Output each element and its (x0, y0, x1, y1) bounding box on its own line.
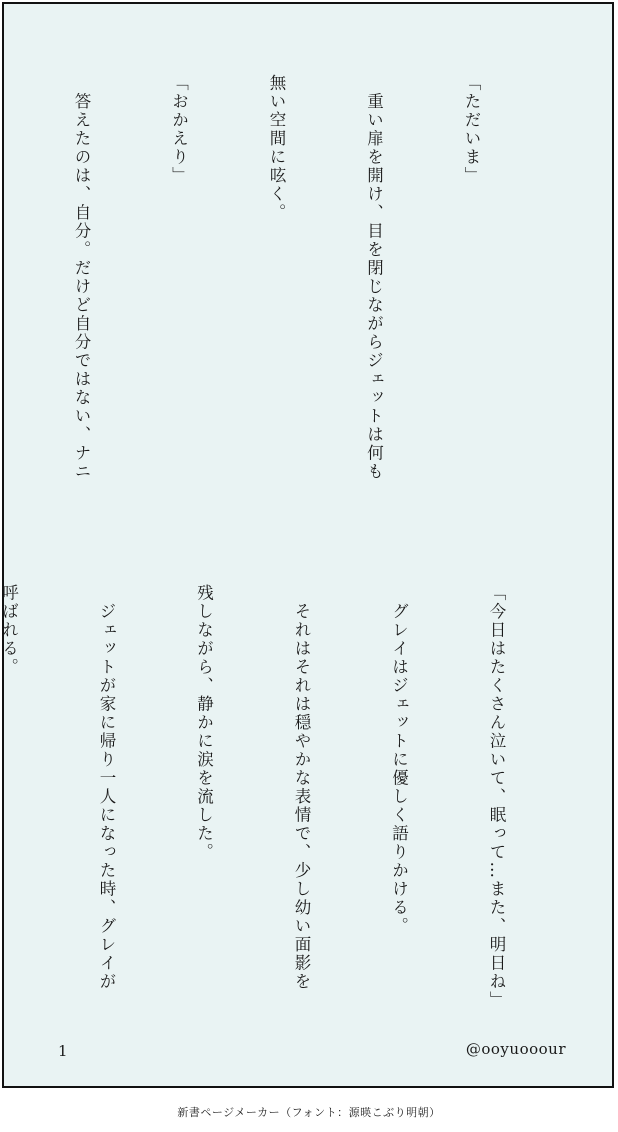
text-column: 「おかえり」 (169, 74, 189, 185)
text-column: 「ただいま」 (462, 74, 481, 185)
text-column: 呼ばれる。 (0, 584, 19, 677)
page-number: 1 (58, 1042, 68, 1060)
book-page (2, 2, 614, 1088)
text-column: ジェットが家に帰り一人になった時、グレイが (97, 584, 116, 991)
upper-text-block (52, 74, 552, 554)
text-column: グレイはジェットに優しく語りかける。 (389, 584, 409, 936)
text-column: 残しながら、静かに涙を流した。 (194, 584, 214, 862)
author-handle: @ooyuooour (465, 1040, 566, 1058)
text-column: 無い空間に呟く。 (267, 74, 286, 222)
text-column: それはそれは穏やかな表情で、少し幼い面影を (292, 584, 311, 991)
text-column: 答えたのは、自分。だけど自分ではない、ナニ (72, 74, 91, 481)
generator-credit: 新書ページメーカー（フォント：源暎こぶり明朝） (177, 1106, 441, 1119)
lower-text-block (0, 584, 577, 1014)
text-column: 「今日はたくさん泣いて、眠って…また、明日ね」 (487, 584, 506, 1010)
text-column: 重い扉を開け、目を閉じながらジェットは何も (364, 74, 384, 481)
